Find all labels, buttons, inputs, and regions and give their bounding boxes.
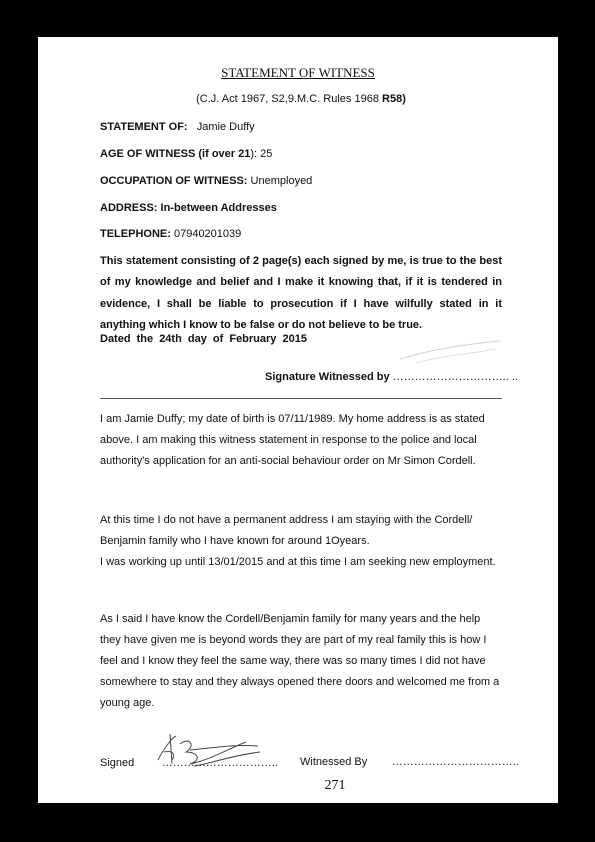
body-paragraph-text: At this time I do not have a permanent address I am staying with the Cordell/ Benjamin family who I have known for around 1Oyears.: [100, 514, 473, 547]
signed-line: [100, 757, 278, 769]
field-occupation: [100, 175, 312, 187]
section-divider: [100, 398, 502, 399]
age-value: ): 25: [250, 148, 273, 160]
address-label: ADDRESS:: [100, 202, 158, 214]
dated-month: February: [229, 333, 277, 345]
witnessed-by-dots: ……………………………..: [391, 756, 519, 768]
dated-day: 24th: [159, 333, 182, 345]
witnessed-by-label: Witnessed By: [300, 756, 368, 768]
dated-line: [100, 333, 307, 345]
page-number: 271: [324, 778, 346, 793]
dated-label: Dated the: [100, 333, 154, 345]
field-address: [100, 202, 277, 214]
telephone-value: 07940201039: [173, 228, 242, 240]
dated-mid: day of: [187, 333, 224, 345]
signed-label: Signed: [100, 757, 135, 769]
signature-witnessed-label: Signature Witnessed by: [265, 371, 390, 383]
signature-witnessed-dots: ………………………….. ..: [392, 371, 518, 383]
body-paragraph-text: I was working up until 13/01/2015 and at this time I am seeking new employment.: [100, 556, 496, 568]
statement-of-value: Jamie Duffy: [196, 121, 255, 133]
statement-of-label: STATEMENT OF:: [100, 121, 188, 133]
witnessed-by-line: [300, 756, 519, 768]
field-statement-of: [100, 121, 255, 133]
dated-year: 2015: [282, 333, 307, 345]
field-age: [100, 148, 272, 160]
subtitle-rule-ref: R58): [382, 93, 406, 105]
body-paragraph-3: [100, 609, 500, 714]
signature-witnessed-line: [265, 371, 518, 383]
telephone-label: TELEPHONE:: [100, 228, 171, 240]
signed-dots: …………………………..: [161, 757, 278, 769]
faint-signature-mark: [396, 337, 506, 367]
body-paragraph-2: [100, 510, 500, 573]
occupation-value: Unemployed: [250, 175, 313, 187]
declaration-text: This statement consisting of 2 page(s) each signed by me, is true to the best of my knowledge and belief and I make it knowing that, if it is tendered in evidence, I shall be liable to prosecution if I have wilfully stated in it anything which I know to be false or do not believe to be true.: [100, 255, 502, 331]
body-paragraph-1: [100, 409, 500, 472]
document-title: STATEMENT OF WITNESS: [221, 65, 375, 80]
occupation-label: OCCUPATION OF WITNESS:: [100, 175, 248, 187]
age-label: AGE OF WITNESS (if over 21: [100, 148, 251, 160]
statement-page: [38, 37, 558, 803]
body-paragraph-text: As I said I have know the Cordell/Benjamin family for many years and the help they have given me is beyond words they are part of my real family this is how I feel and I know they feel the same way, there was so many times I did not have somewhere to stay and they always opened there doors and welcomed me from a young age.: [100, 613, 500, 709]
document-subtitle: [38, 93, 564, 105]
subtitle-text: (C.J. Act 1967, S2,9.M.C. Rules 1968: [196, 93, 383, 105]
field-telephone: [100, 228, 241, 240]
address-value: In-between Addresses: [160, 202, 277, 214]
body-paragraph-text: I am Jamie Duffy; my date of birth is 07/11/1989. My home address is as stated above. I am making this witness statement in response to the police and local authority's application for an anti-social behaviour order on Mr Simon Cordell.: [100, 413, 485, 467]
